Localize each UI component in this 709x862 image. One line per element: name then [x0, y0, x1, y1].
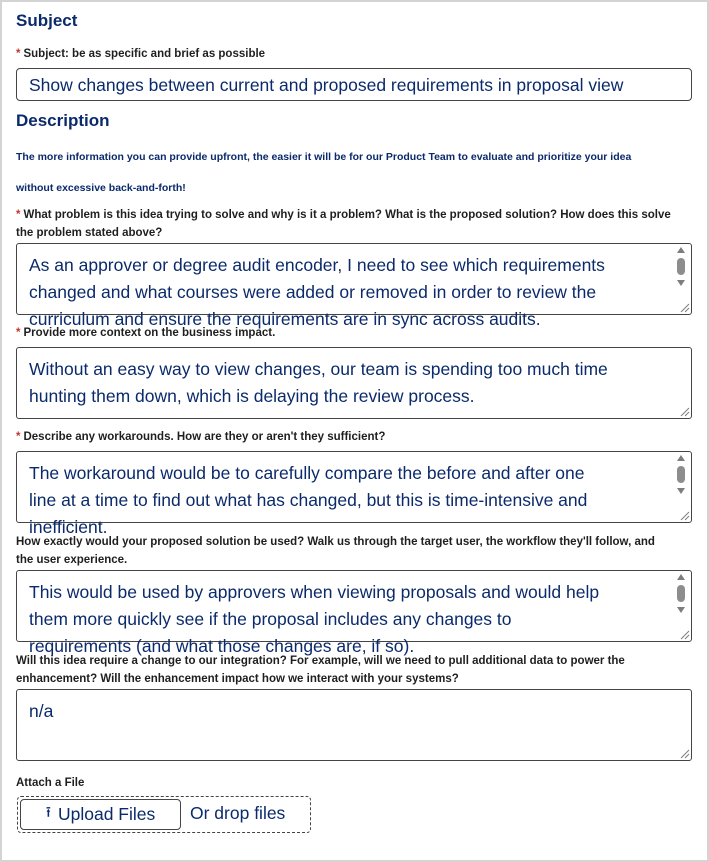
usage-question-line1: How exactly would your proposed solution be used? Walk us through the target user, the workflow they'll follow, and [16, 536, 655, 548]
problem-textarea-value [29, 252, 661, 333]
integration-textarea-value [29, 698, 661, 725]
required-mark: * [16, 431, 21, 443]
resize-grip-icon[interactable] [680, 303, 690, 313]
impact-question-text: Provide more context on the business impact. [23, 327, 276, 339]
impact-textarea-value [29, 356, 661, 410]
scroll-up-arrow-icon[interactable] [677, 574, 685, 580]
scroll-up-arrow-icon[interactable] [677, 247, 685, 253]
description-heading: Description [16, 111, 110, 130]
upload-files-label: Upload Files [57, 804, 156, 824]
textarea-line: requirements (and what those changes are, if so). [29, 636, 415, 656]
file-drop-zone[interactable] [17, 796, 311, 833]
subject-heading: Subject [16, 11, 78, 30]
subject-label-text: Subject: be as specific and brief as possible [23, 48, 266, 60]
problem-textarea[interactable] [16, 243, 692, 329]
textarea-line: n/a [29, 701, 54, 721]
required-mark: * [16, 327, 21, 339]
attach-label: Attach a File [16, 777, 85, 789]
usage-textarea[interactable] [16, 570, 692, 656]
workaround-question-label [16, 428, 385, 446]
usage-question-line2: the user experience. [16, 554, 128, 566]
usage-textarea-value [29, 579, 661, 660]
resize-grip-icon[interactable] [680, 511, 690, 521]
resize-grip-icon[interactable] [680, 407, 690, 417]
resize-grip-icon[interactable] [680, 630, 690, 640]
description-info [16, 142, 631, 204]
scroll-down-arrow-icon[interactable] [677, 607, 685, 613]
upload-icon: ⭱ [45, 804, 51, 821]
scroll-thumb[interactable] [677, 585, 685, 602]
textarea-line: line at a time to find out what has changed, but this is time-intensive and [29, 490, 588, 510]
textarea-line: curriculum and ensure the requirements are in sync across audits. [29, 309, 541, 329]
textarea-line: hunting them down, which is delaying the review process. [29, 386, 475, 406]
impact-question-label [16, 324, 275, 342]
scroll-down-arrow-icon[interactable] [677, 280, 685, 286]
scroll-down-arrow-icon[interactable] [677, 488, 685, 494]
scroll-thumb[interactable] [677, 466, 685, 483]
required-mark: * [16, 209, 21, 221]
textarea-line: changed and what courses were added or removed in order to review the [29, 282, 597, 302]
integration-question-label [16, 652, 625, 688]
scroll-up-arrow-icon[interactable] [677, 455, 685, 461]
textarea-line: inefficient. [29, 517, 108, 537]
description-info-line1: The more information you can provide upfront, the easier it will be for our Product Team to evaluate and prioritize your idea [16, 151, 632, 163]
problem-question-line2: the problem stated above? [16, 227, 163, 239]
integration-question-line1: Will this idea require a change to our integration? For example, will we need to pull additional data to power the [16, 655, 625, 667]
problem-question-line1: What problem is this idea trying to solve and why is it a problem? What is the proposed solution? How does this solve [23, 209, 671, 221]
textarea-scrollbar[interactable] [676, 455, 687, 494]
textarea-line: them more quickly see if the proposal includes any changes to [29, 609, 512, 629]
subject-input[interactable] [16, 68, 692, 101]
integration-question-line2: enhancement? Will the enhancement impact how we interact with your systems? [16, 673, 459, 685]
textarea-scrollbar[interactable] [676, 247, 687, 286]
workaround-textarea-value [29, 460, 661, 541]
subject-label [16, 45, 265, 63]
usage-question-label [16, 533, 655, 569]
integration-textarea[interactable] [16, 689, 692, 761]
textarea-scrollbar[interactable] [676, 574, 687, 613]
textarea-line: This would be used by approvers when viewing proposals and would help [29, 582, 600, 602]
problem-question-label [16, 206, 671, 242]
workaround-textarea[interactable] [16, 451, 692, 537]
textarea-line: Without an easy way to view changes, our team is spending too much time [29, 359, 608, 379]
drop-files-label: Or drop files [190, 803, 286, 823]
textarea-line: As an approver or degree audit encoder, I need to see which requirements [29, 255, 605, 275]
resize-grip-icon[interactable] [680, 749, 690, 759]
impact-textarea[interactable] [16, 347, 692, 419]
description-info-line2: without excessive back-and-forth! [16, 182, 186, 194]
workaround-question-text: Describe any workarounds. How are they or aren't they sufficient? [23, 431, 386, 443]
scroll-thumb[interactable] [677, 258, 685, 275]
upload-files-button[interactable] [20, 799, 181, 830]
required-mark: * [16, 48, 21, 60]
subject-input-value: Show changes between current and proposed requirements in proposal view [29, 75, 624, 95]
textarea-line: The workaround would be to carefully compare the before and after one [29, 463, 585, 483]
